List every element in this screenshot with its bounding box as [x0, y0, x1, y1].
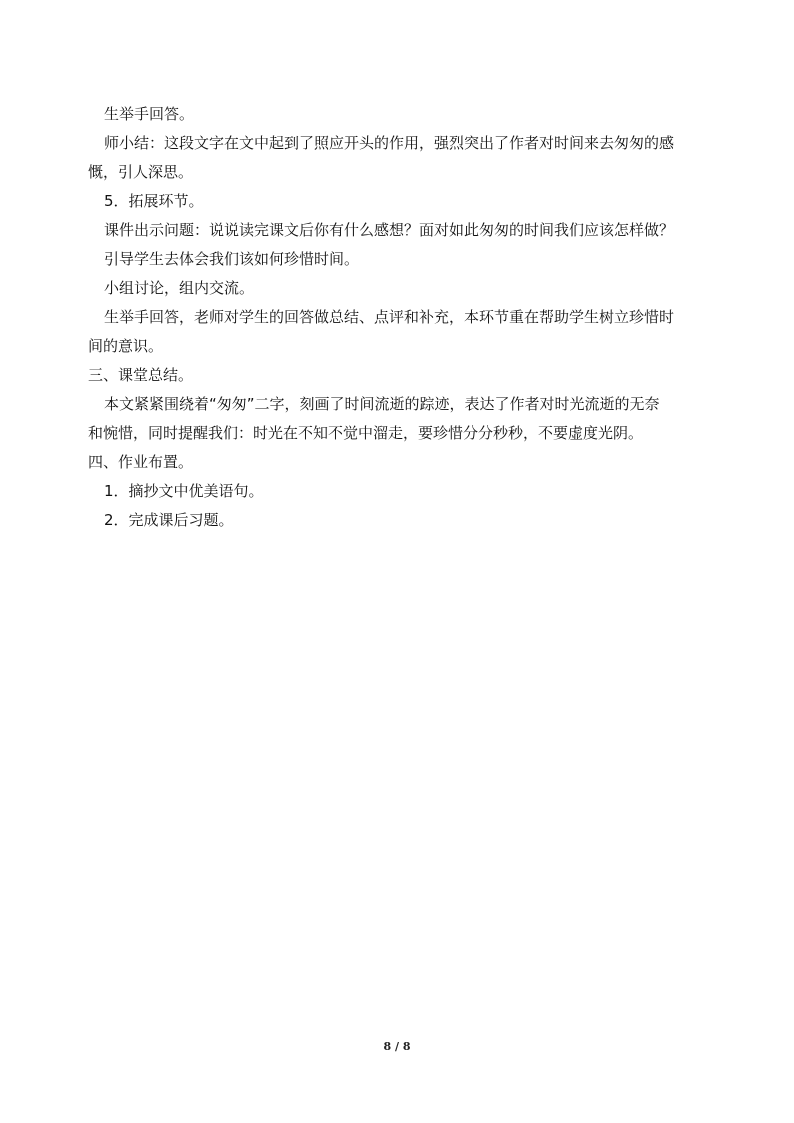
list-item: 2．完成课后习题。 [104, 511, 234, 529]
section-heading: 四、作业布置。 [88, 453, 194, 471]
paragraph-line: 课件出示问题：说说读完课文后你有什么感想？面对如此匆匆的时间我们应该怎样做？ [104, 221, 675, 239]
paragraph-line: 引导学生去体会我们该如何珍惜时间。 [104, 250, 360, 268]
paragraph-line: 和惋惜，同时提醒我们：时光在不知不觉中溜走，要珍惜分分秒秒，不要虚度光阴。 [88, 424, 644, 442]
paragraph-line: 慨，引人深思。 [88, 163, 194, 181]
paragraph-line: 小组讨论，组内交流。 [104, 279, 255, 297]
section-step-heading: 5．拓展环节。 [104, 192, 204, 210]
paragraph-line: 师小结：这段文字在文中起到了照应开头的作用，强烈突出了作者对时间来去匆匆的感 [104, 134, 675, 152]
document-body [88, 100, 720, 535]
list-item: 1．摘抄文中优美语句。 [104, 482, 264, 500]
paragraph-line: 本文紧紧围绕着“匆匆”二字，刻画了时间流逝的踪迹，表达了作者对时光流逝的无奈 [104, 395, 660, 413]
paragraph-line: 生举手回答，老师对学生的回答做总结、点评和补充，本环节重在帮助学生树立珍惜时 [104, 308, 675, 326]
paragraph-line: 间的意识。 [88, 337, 164, 355]
paragraph-line: 生举手回答。 [104, 105, 195, 123]
page-number: 8 / 8 [383, 1040, 411, 1053]
section-heading: 三、课堂总结。 [88, 366, 194, 384]
